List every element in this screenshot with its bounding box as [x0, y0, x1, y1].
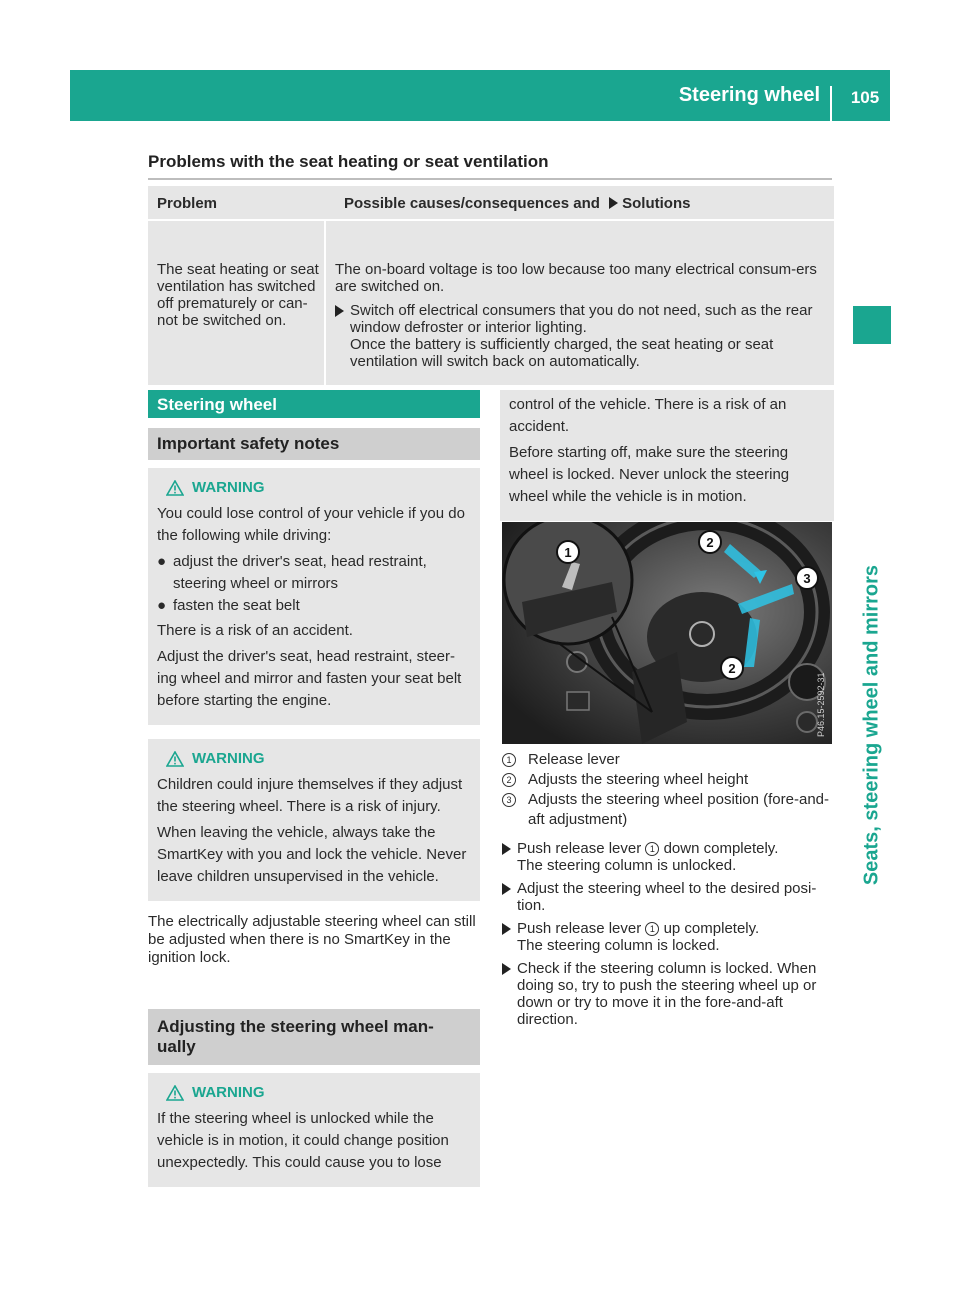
callout-number: 2 [502, 773, 516, 787]
left-column [148, 390, 480, 1187]
warning-triangle-icon [166, 480, 184, 496]
list-item [502, 960, 836, 1028]
warning-box-3 [148, 1073, 480, 1187]
bullet-text: fasten the seat belt [173, 597, 300, 614]
page-header [70, 70, 890, 121]
header-title: Steering wheel [678, 84, 820, 106]
warning-intro: You could lose control of your vehicle if you do the following while driving: [157, 505, 465, 544]
legend-item [502, 770, 834, 790]
arrow-icon [502, 883, 511, 895]
step-instruction [517, 920, 759, 937]
arrow-icon [502, 923, 511, 935]
bullet-icon: ● [157, 553, 167, 570]
list-item [502, 920, 836, 954]
subheading-manual-adjust: Adjusting the steering wheel man-ually [148, 1009, 480, 1065]
header-solutions [335, 186, 834, 219]
warning-triangle-icon [166, 751, 184, 767]
callout-number: 1 [645, 842, 659, 856]
legend-text: Adjusts the steering wheel height [528, 771, 749, 788]
chapter-marker [853, 306, 891, 344]
warning-text: When leaving the vehicle, always take the SmartKey with you and lock the vehicle. Never leave children unsupervised in the vehicle. [157, 824, 467, 885]
step-text: Adjust the steering wheel to the desired posi-tion. [517, 880, 817, 914]
figure-code: P46.15-2592-31 [816, 672, 826, 737]
step-text: up completely. [663, 920, 760, 937]
header-solutions-suffix: Solutions [622, 195, 691, 212]
warning-advice: Adjust the driver's seat, head restraint, steer-ing wheel and mirror and fasten your seat belt before starting the engine. [157, 648, 462, 709]
warning-risk: There is a risk of an accident. [157, 622, 353, 639]
step-result: The steering column is locked. [517, 937, 720, 954]
header-solutions-prefix: Possible causes/consequences and [344, 195, 600, 212]
solution-cell [326, 221, 825, 385]
warning-title [157, 1082, 471, 1104]
warning-label: WARNING [192, 1084, 265, 1101]
right-column [500, 390, 834, 521]
svg-text:1: 1 [564, 545, 572, 560]
callout-2-bottom [721, 657, 743, 679]
list-item [502, 840, 836, 874]
problem-cell: The seat heating or seat ventilation has switched off prematurely or can-not be switched on. [148, 221, 326, 385]
callout-3 [796, 567, 818, 589]
warning-label: WARNING [192, 750, 265, 767]
bullet-icon: ● [157, 597, 167, 614]
header-divider [830, 86, 832, 121]
step-instruction [517, 840, 778, 857]
heading-divider [148, 178, 832, 180]
subheading-safety-notes: Important safety notes [148, 428, 480, 460]
figure-legend [502, 750, 834, 830]
warning-box-2 [148, 739, 480, 901]
callout-number: 1 [502, 753, 516, 767]
legend-item [502, 790, 834, 830]
problems-heading: Problems with the seat heating or seat ventilation [148, 152, 549, 171]
step-text: Push release lever [517, 920, 642, 937]
svg-text:3: 3 [803, 571, 811, 586]
arrow-icon [502, 963, 511, 975]
table-row [148, 221, 834, 385]
warning-text: control of the vehicle. There is a risk of an accident. [509, 396, 787, 435]
svg-text:2: 2 [706, 535, 714, 550]
list-item [157, 551, 471, 595]
callout-number: 1 [645, 922, 659, 936]
warning-text: If the steering wheel is unlocked while the vehicle is in motion, it could change position unexpectedly. This could cause you to lose [157, 1110, 449, 1171]
step-text: Check if the steering column is locked. When doing so, try to push the steering wheel up or down or try to move it in the fore-and-aft direction. [517, 960, 817, 1028]
step-result: The steering column is unlocked. [517, 857, 737, 874]
problems-table [148, 186, 834, 385]
warning-text: Children could injure themselves if they adjust the steering wheel. There is a risk of injury. [157, 776, 463, 815]
bullet-text: adjust the driver's seat, head restraint, steering wheel or mirrors [173, 553, 427, 592]
list-item [502, 880, 836, 914]
page-number: 105 [850, 88, 880, 107]
callout-1 [557, 541, 579, 563]
solution-step-text: Switch off electrical consumers that you do not need, such as the rear window defroster or interior lighting. [350, 302, 813, 336]
legend-text: Release lever [528, 751, 620, 768]
header-problem: Problem [157, 195, 218, 212]
warning-box-3-continued [500, 390, 834, 521]
adjust-steps [502, 838, 836, 1034]
legend-text: Adjusts the steering wheel position (fore-and-aft adjustment) [528, 791, 829, 828]
legend-item [502, 750, 834, 770]
warning-title [157, 477, 471, 499]
svg-text:2: 2 [728, 661, 736, 676]
callout-2-top [699, 531, 721, 553]
list-item [157, 595, 471, 617]
warning-triangle-icon [166, 1085, 184, 1101]
warning-text: Before starting off, make sure the steering wheel is locked. Never unlock the steering wheel while the vehicle is in motion. [509, 444, 790, 505]
warning-box-1 [148, 468, 480, 725]
callout-number: 3 [502, 793, 516, 807]
table-header [148, 186, 834, 219]
step-text: down completely. [663, 840, 779, 857]
chapter-label: Seats, steering wheel and mirrors [860, 564, 883, 886]
solution-step [335, 302, 825, 370]
step-text: Push release lever [517, 840, 642, 857]
arrow-icon [609, 197, 618, 209]
warning-title [157, 748, 471, 770]
cause-text: The on-board voltage is too low because too many electrical consum-ers are switched on. [335, 261, 817, 295]
arrow-icon [335, 305, 344, 317]
solution-result-text: Once the battery is sufficiently charged, the seat heating or seat ventilation will switch back on automatically. [350, 336, 774, 370]
steering-wheel-illustration [502, 522, 832, 744]
warning-label: WARNING [192, 479, 265, 496]
section-title-steering-wheel: Steering wheel [148, 390, 480, 418]
arrow-icon [502, 843, 511, 855]
steering-wheel-photo [502, 522, 832, 744]
electric-adjust-note: The electrically adjustable steering wheel can still be adjusted when there is no SmartKey in the ignition lock. [148, 913, 476, 966]
